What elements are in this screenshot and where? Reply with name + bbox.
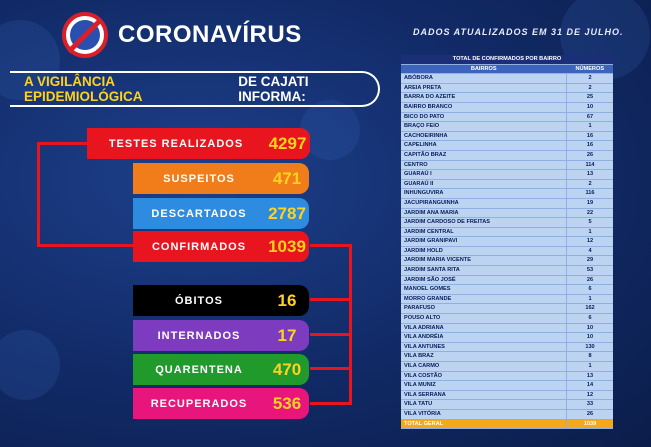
neighborhood-name: JARDIM SÃO JOSÉ: [401, 275, 567, 285]
table-row: [401, 83, 613, 93]
table-row: [401, 122, 613, 132]
case-count: 29: [567, 256, 614, 266]
table-row: [401, 352, 613, 362]
case-count: 53: [567, 266, 614, 276]
case-count: 1: [567, 122, 614, 132]
table-row: [401, 400, 613, 410]
case-count: 26: [567, 275, 614, 285]
stat-value: 4297: [265, 128, 310, 159]
neighborhood-name: VILA ANTUNES: [401, 342, 567, 352]
table-row: [401, 131, 613, 141]
table-row: [401, 198, 613, 208]
case-count: 1: [567, 227, 614, 237]
case-count: 25: [567, 93, 614, 103]
neighborhood-name: CAPELINHA: [401, 141, 567, 151]
column-header: BAIRROS: [401, 64, 567, 74]
neighborhood-name: BARRA DO AZEITE: [401, 93, 567, 103]
header: [62, 12, 302, 58]
table-row: [401, 218, 613, 228]
stat-testes-realizados: [87, 128, 310, 159]
total-value: 1039: [567, 419, 614, 429]
neighborhood-name: GUARAÚ II: [401, 179, 567, 189]
neighborhood-name: JARDIM CARDOSO DE FREITAS: [401, 218, 567, 228]
banner-text: DE CAJATI INFORMA:: [238, 74, 309, 104]
stat-value: 16: [265, 285, 309, 316]
table-row: [401, 93, 613, 103]
table-row: [401, 237, 613, 247]
case-count: 10: [567, 333, 614, 343]
stat-value: 470: [265, 354, 309, 385]
connector-line: [310, 298, 352, 301]
table-row: [401, 74, 613, 84]
case-count: 10: [567, 323, 614, 333]
connector-line: [37, 142, 87, 145]
stat-value: 471: [265, 163, 309, 194]
banner-highlight: A VIGILÂNCIA EPIDEMIOLÓGICA: [24, 74, 143, 104]
stat-value: 1039: [265, 231, 309, 262]
neighborhood-name: ABÓBORA: [401, 74, 567, 84]
neighborhood-name: JARDIM MARIA VICENTE: [401, 256, 567, 266]
neighborhood-name: AREIA PRETA: [401, 83, 567, 93]
case-count: 8: [567, 352, 614, 362]
stat-quarentena: [133, 354, 309, 385]
neighborhood-name: JACUPIRANGUINHA: [401, 198, 567, 208]
neighborhood-name: JARDIM SANTA RITA: [401, 266, 567, 276]
connector-line: [37, 142, 40, 246]
neighborhood-name: VILA TATU: [401, 400, 567, 410]
neighborhood-name: VILA ADRIANA: [401, 323, 567, 333]
stat-value: 17: [265, 320, 309, 351]
neighborhood-name: INHUNGUVIRA: [401, 189, 567, 199]
neighborhood-name: POUSO ALTO: [401, 314, 567, 324]
case-count: 162: [567, 304, 614, 314]
neighborhood-name: PARAFUSO: [401, 304, 567, 314]
table-row: [401, 227, 613, 237]
case-count: 33: [567, 400, 614, 410]
table-row: [401, 160, 613, 170]
table-row: [401, 170, 613, 180]
table-row: [401, 208, 613, 218]
case-count: 13: [567, 371, 614, 381]
table-row: [401, 362, 613, 372]
table-row: [401, 275, 613, 285]
case-count: 19: [567, 198, 614, 208]
case-count: 12: [567, 390, 614, 400]
stat-suspeitos: [133, 163, 309, 194]
neighborhood-name: VILA ANDRÉIA: [401, 333, 567, 343]
neighborhood-name: GUARAÚ I: [401, 170, 567, 180]
stat-label: TESTES REALIZADOS: [87, 128, 265, 159]
connector-line: [349, 244, 352, 404]
table-row: [401, 304, 613, 314]
stat-label: ÓBITOS: [133, 285, 265, 316]
info-banner: [10, 71, 380, 107]
page-title: CORONAVÍRUS: [118, 21, 302, 48]
case-count: 67: [567, 112, 614, 122]
table-row: [401, 323, 613, 333]
update-date: DADOS ATUALIZADOS EM 31 DE JULHO.: [413, 27, 624, 37]
neighborhood-name: JARDIM GRANIPAVI: [401, 237, 567, 247]
column-header: NÚMEROS: [567, 64, 614, 74]
neighborhood-name: BICO DO PATO: [401, 112, 567, 122]
case-count: 2: [567, 74, 614, 84]
neighborhood-name: VILA VITÓRIA: [401, 409, 567, 419]
case-count: 114: [567, 160, 614, 170]
stat-internados: [133, 320, 309, 351]
table-row: [401, 150, 613, 160]
table-row: [401, 381, 613, 391]
neighborhood-table: [401, 55, 613, 429]
neighborhood-name: MANOEL GOMES: [401, 285, 567, 295]
neighborhood-name: CAPITÃO BRAZ: [401, 150, 567, 160]
connector-line: [310, 402, 352, 405]
table-row: [401, 189, 613, 199]
connector-line: [310, 333, 352, 336]
neighborhood-name: CENTRO: [401, 160, 567, 170]
neighborhood-name: VILA COSTÃO: [401, 371, 567, 381]
case-count: 26: [567, 409, 614, 419]
case-count: 5: [567, 218, 614, 228]
case-count: 6: [567, 314, 614, 324]
table-row: [401, 333, 613, 343]
stat-confirmados: [133, 231, 309, 262]
case-count: 10: [567, 102, 614, 112]
case-count: 2: [567, 179, 614, 189]
case-count: 12: [567, 237, 614, 247]
case-count: 22: [567, 208, 614, 218]
total-label: TOTAL GERAL: [401, 419, 567, 429]
stat-label: SUSPEITOS: [133, 163, 265, 194]
table-row: [401, 314, 613, 324]
case-count: 26: [567, 150, 614, 160]
stat-value: 536: [265, 388, 309, 419]
stat-label: DESCARTADOS: [133, 198, 265, 229]
neighborhood-name: BRAÇO FEIO: [401, 122, 567, 132]
neighborhood-name: JARDIM HOLD: [401, 246, 567, 256]
neighborhood-name: MORRO GRANDE: [401, 294, 567, 304]
case-count: 1: [567, 362, 614, 372]
table-row: [401, 102, 613, 112]
case-count: 16: [567, 131, 614, 141]
case-count: 2: [567, 83, 614, 93]
table-row: [401, 409, 613, 419]
table-row: [401, 256, 613, 266]
stat-label: INTERNADOS: [133, 320, 265, 351]
table-row: [401, 390, 613, 400]
connector-line: [37, 244, 133, 247]
stat-value: 2787: [265, 198, 309, 229]
neighborhood-name: VILA BRAZ: [401, 352, 567, 362]
stat-label: CONFIRMADOS: [133, 231, 265, 262]
case-count: 16: [567, 141, 614, 151]
table-row: [401, 141, 613, 151]
case-count: 130: [567, 342, 614, 352]
table-row: [401, 371, 613, 381]
table-caption-row: [401, 55, 613, 64]
connector-line: [310, 367, 352, 370]
table-header-row: [401, 64, 613, 74]
case-count: 6: [567, 285, 614, 295]
neighborhood-name: VILA MUNIZ: [401, 381, 567, 391]
table-row: [401, 266, 613, 276]
case-count: 1: [567, 294, 614, 304]
table-total-row: [401, 419, 613, 429]
case-count: 13: [567, 170, 614, 180]
neighborhood-name: VILA SERRANA: [401, 390, 567, 400]
table-row: [401, 294, 613, 304]
stat-label: QUARENTENA: [133, 354, 265, 385]
neighborhood-name: CACHOEIRINHA: [401, 131, 567, 141]
table-row: [401, 246, 613, 256]
stat-descartados: [133, 198, 309, 229]
table-row: [401, 179, 613, 189]
stat-label: RECUPERADOS: [133, 388, 265, 419]
neighborhood-name: BAIRRO BRANCO: [401, 102, 567, 112]
stat-obitos: [133, 285, 309, 316]
virus-decoration: [0, 330, 60, 400]
table-caption: TOTAL DE CONFIRMADOS POR BAIRRO: [401, 55, 613, 64]
table-row: [401, 112, 613, 122]
neighborhood-name: JARDIM CENTRAL: [401, 227, 567, 237]
connector-line: [310, 244, 352, 247]
stat-recuperados: [133, 388, 309, 419]
no-virus-icon: [62, 12, 108, 58]
neighborhood-name: JARDIM ANA MARIA: [401, 208, 567, 218]
case-count: 116: [567, 189, 614, 199]
table-row: [401, 342, 613, 352]
case-count: 4: [567, 246, 614, 256]
neighborhood-name: VILA CARMO: [401, 362, 567, 372]
case-count: 14: [567, 381, 614, 391]
table-row: [401, 285, 613, 295]
